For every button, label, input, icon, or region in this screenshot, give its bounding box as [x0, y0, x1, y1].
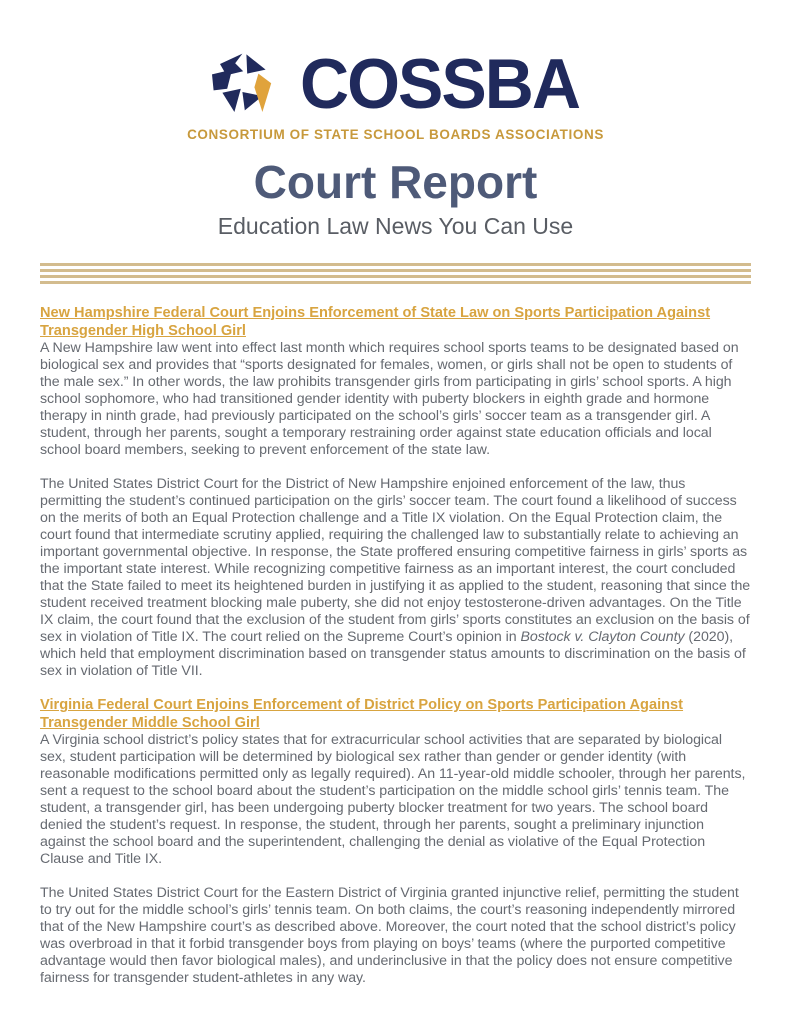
- cossba-wordmark: COSSBA: [300, 44, 579, 124]
- article-new-hampshire: [40, 305, 751, 680]
- case-citation: Bostock v. Clayton County: [520, 629, 685, 646]
- gold-divider-line: [40, 269, 751, 272]
- masthead: [40, 46, 751, 240]
- article-paragraph: The United States District Court for the Eastern District of Virginia granted injunctive relief, permitting the student to try out for the middle school’s girls’ tennis team. On both claims, the court’s reasoning independently mirrored that of the New Hampshire court’s as described above. Moreover, the court noted that the school district’s policy was overbroad in that it forbid transgender boys from playing on boys’ teams (where the purported competitive advantage would then favor biological males), and underinclusive in that the policy does not ensure competitive fairness for transgender student-athletes in any way.: [40, 885, 739, 987]
- gold-divider: [40, 263, 751, 284]
- article-heading: [40, 305, 751, 339]
- article-paragraph: A Virginia school district’s policy states that for extracurricular school activities that are separated by biological sex, student participation will be determined by biological sex rather than gender or gender identity (with reasonable modifications permitted only as legally required). An 11-year-old middle schooler, through her parents, sent a request to the school board about the student’s participation on the middle school girls’ tennis team. The student, a transgender girl, has been undergoing puberty blocker treatment for two years. The school board denied the student’s request. In response, the student, through her parents, sought a preliminary injunction against the school board and the superintendent, challenging the denial as violative of the Equal Protection Clause and Title IX.: [40, 731, 746, 867]
- article-heading-link-virginia[interactable]: Virginia Federal Court Enjoins Enforcement of District Policy on Sports Participation Against Transgender Middle School Girl: [40, 697, 684, 731]
- cossba-star-icon: [212, 46, 292, 122]
- article-paragraph: A New Hampshire law went into effect last month which requires school sports teams to be designated based on biological sex and provides that “sports designated for females, women, or girls shall not be open to students of the male sex.” In other words, the law prohibits transgender girls from participating in girls’ school sports. A high school sophomore, who had transitioned gender identity with puberty blockers in eighth grade and hormone therapy in ninth grade, had previously participated on the school’s girls’ soccer team as a transgender girl. A student, through her parents, sought a temporary restraining order against state education officials and local school board members, seeking to prevent enforcement of the state law.: [40, 339, 739, 458]
- article-heading: [40, 697, 751, 731]
- cossba-tagline: CONSORTIUM OF STATE SCHOOL BOARDS ASSOCIATIONS: [187, 127, 604, 142]
- article-heading-link-new-hampshire[interactable]: New Hampshire Federal Court Enjoins Enforcement of State Law on Sports Participation Against Transgender High School Girl: [40, 305, 711, 339]
- gold-divider-line: [40, 275, 751, 278]
- page-title: Court Report: [253, 156, 538, 208]
- paragraph-text: (2020), which held that employment discrimination based on transgender status amounts to discrimination on the basis of sex in violation of Title VII.: [40, 629, 746, 680]
- gold-divider-line: [40, 281, 751, 284]
- cossba-logo: [40, 46, 751, 122]
- newsletter-body: [40, 305, 751, 987]
- article-paragraph: [40, 476, 751, 680]
- paragraph-text: The United States District Court for the District of New Hampshire enjoined enforcement of the law, thus permitting the student’s continued participation on the girls’ soccer team. The court found a likelihood of success on the merits of both an Equal Protection challenge and a Title IX violation. On the Equal Protection claim, the court found that intermediate scrutiny applied, requiring the challenged law to substantially relate to achieving an important governmental objective. In response, the State proffered ensuring competitive fairness in girls’ sports as the important state interest. While recognizing competitive fairness as an important interest, the court concluded that the State failed to meet its heightened burden in justifying it as applied to the student, reasoning that since the student received treatment blocking male puberty, she did not enjoy testosterone-driven advantages. On the Title IX claim, the court found that the exclusion of the student from girls’ sports constitutes an exclusion on the basis of sex in violation of Title IX. The court relied on the Supreme Court’s opinion in: [40, 475, 751, 646]
- article-virginia: [40, 697, 751, 987]
- gold-divider-line: [40, 263, 751, 266]
- page-subtitle: Education Law News You Can Use: [217, 213, 574, 240]
